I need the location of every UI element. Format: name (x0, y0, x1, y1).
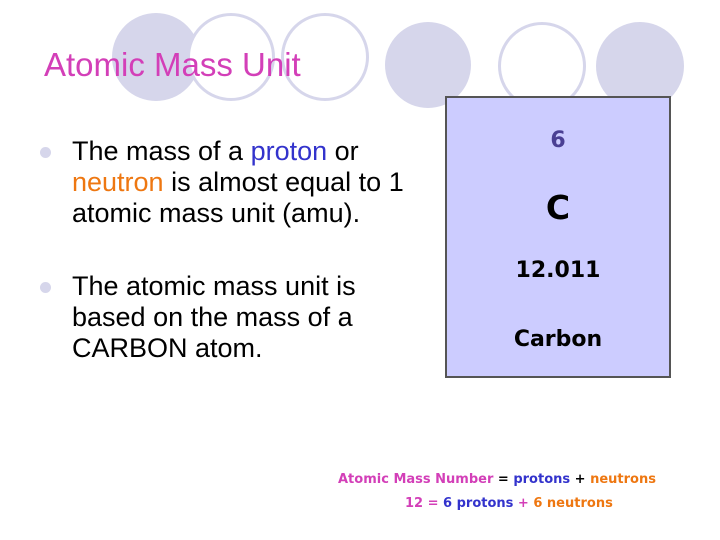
plus-sign: + (570, 472, 591, 487)
bullet-text: The atomic mass unit is based on the mass of a CARBON atom. (72, 271, 356, 363)
bullet-item (40, 271, 420, 364)
formula-label: Atomic Mass Number (338, 472, 494, 487)
bullet-dot-icon (40, 147, 51, 158)
bullet-text: The mass of a (72, 136, 251, 166)
bullet-list (40, 136, 420, 364)
mass-number-formula (338, 472, 656, 487)
atomic-mass: 12.011 (515, 258, 601, 283)
formula-neutrons: neutrons (590, 472, 656, 487)
bullet-text: or (327, 136, 359, 166)
bullet-text: is almost equal to 1 atomic mass unit (amu). (72, 167, 404, 228)
atomic-number: 6 (550, 128, 566, 153)
element-symbol: C (545, 188, 571, 227)
example-neutrons: 6 neutrons (533, 496, 613, 511)
proton-word: proton (250, 136, 328, 166)
bullet-item (40, 136, 420, 229)
plus-sign: + (513, 496, 534, 511)
mass-number-example (405, 496, 613, 511)
example-total: 12 (405, 496, 424, 511)
carbon-element-card (445, 96, 671, 378)
element-name: Carbon (513, 327, 603, 352)
equals-sign: = (423, 496, 444, 511)
equals-sign: = (493, 472, 514, 487)
bullet-dot-icon (40, 282, 51, 293)
neutron-word: neutron (72, 167, 164, 197)
formula-protons: protons (513, 472, 571, 487)
slide-title: Atomic Mass Unit (44, 46, 301, 83)
example-protons: 6 protons (443, 496, 514, 511)
